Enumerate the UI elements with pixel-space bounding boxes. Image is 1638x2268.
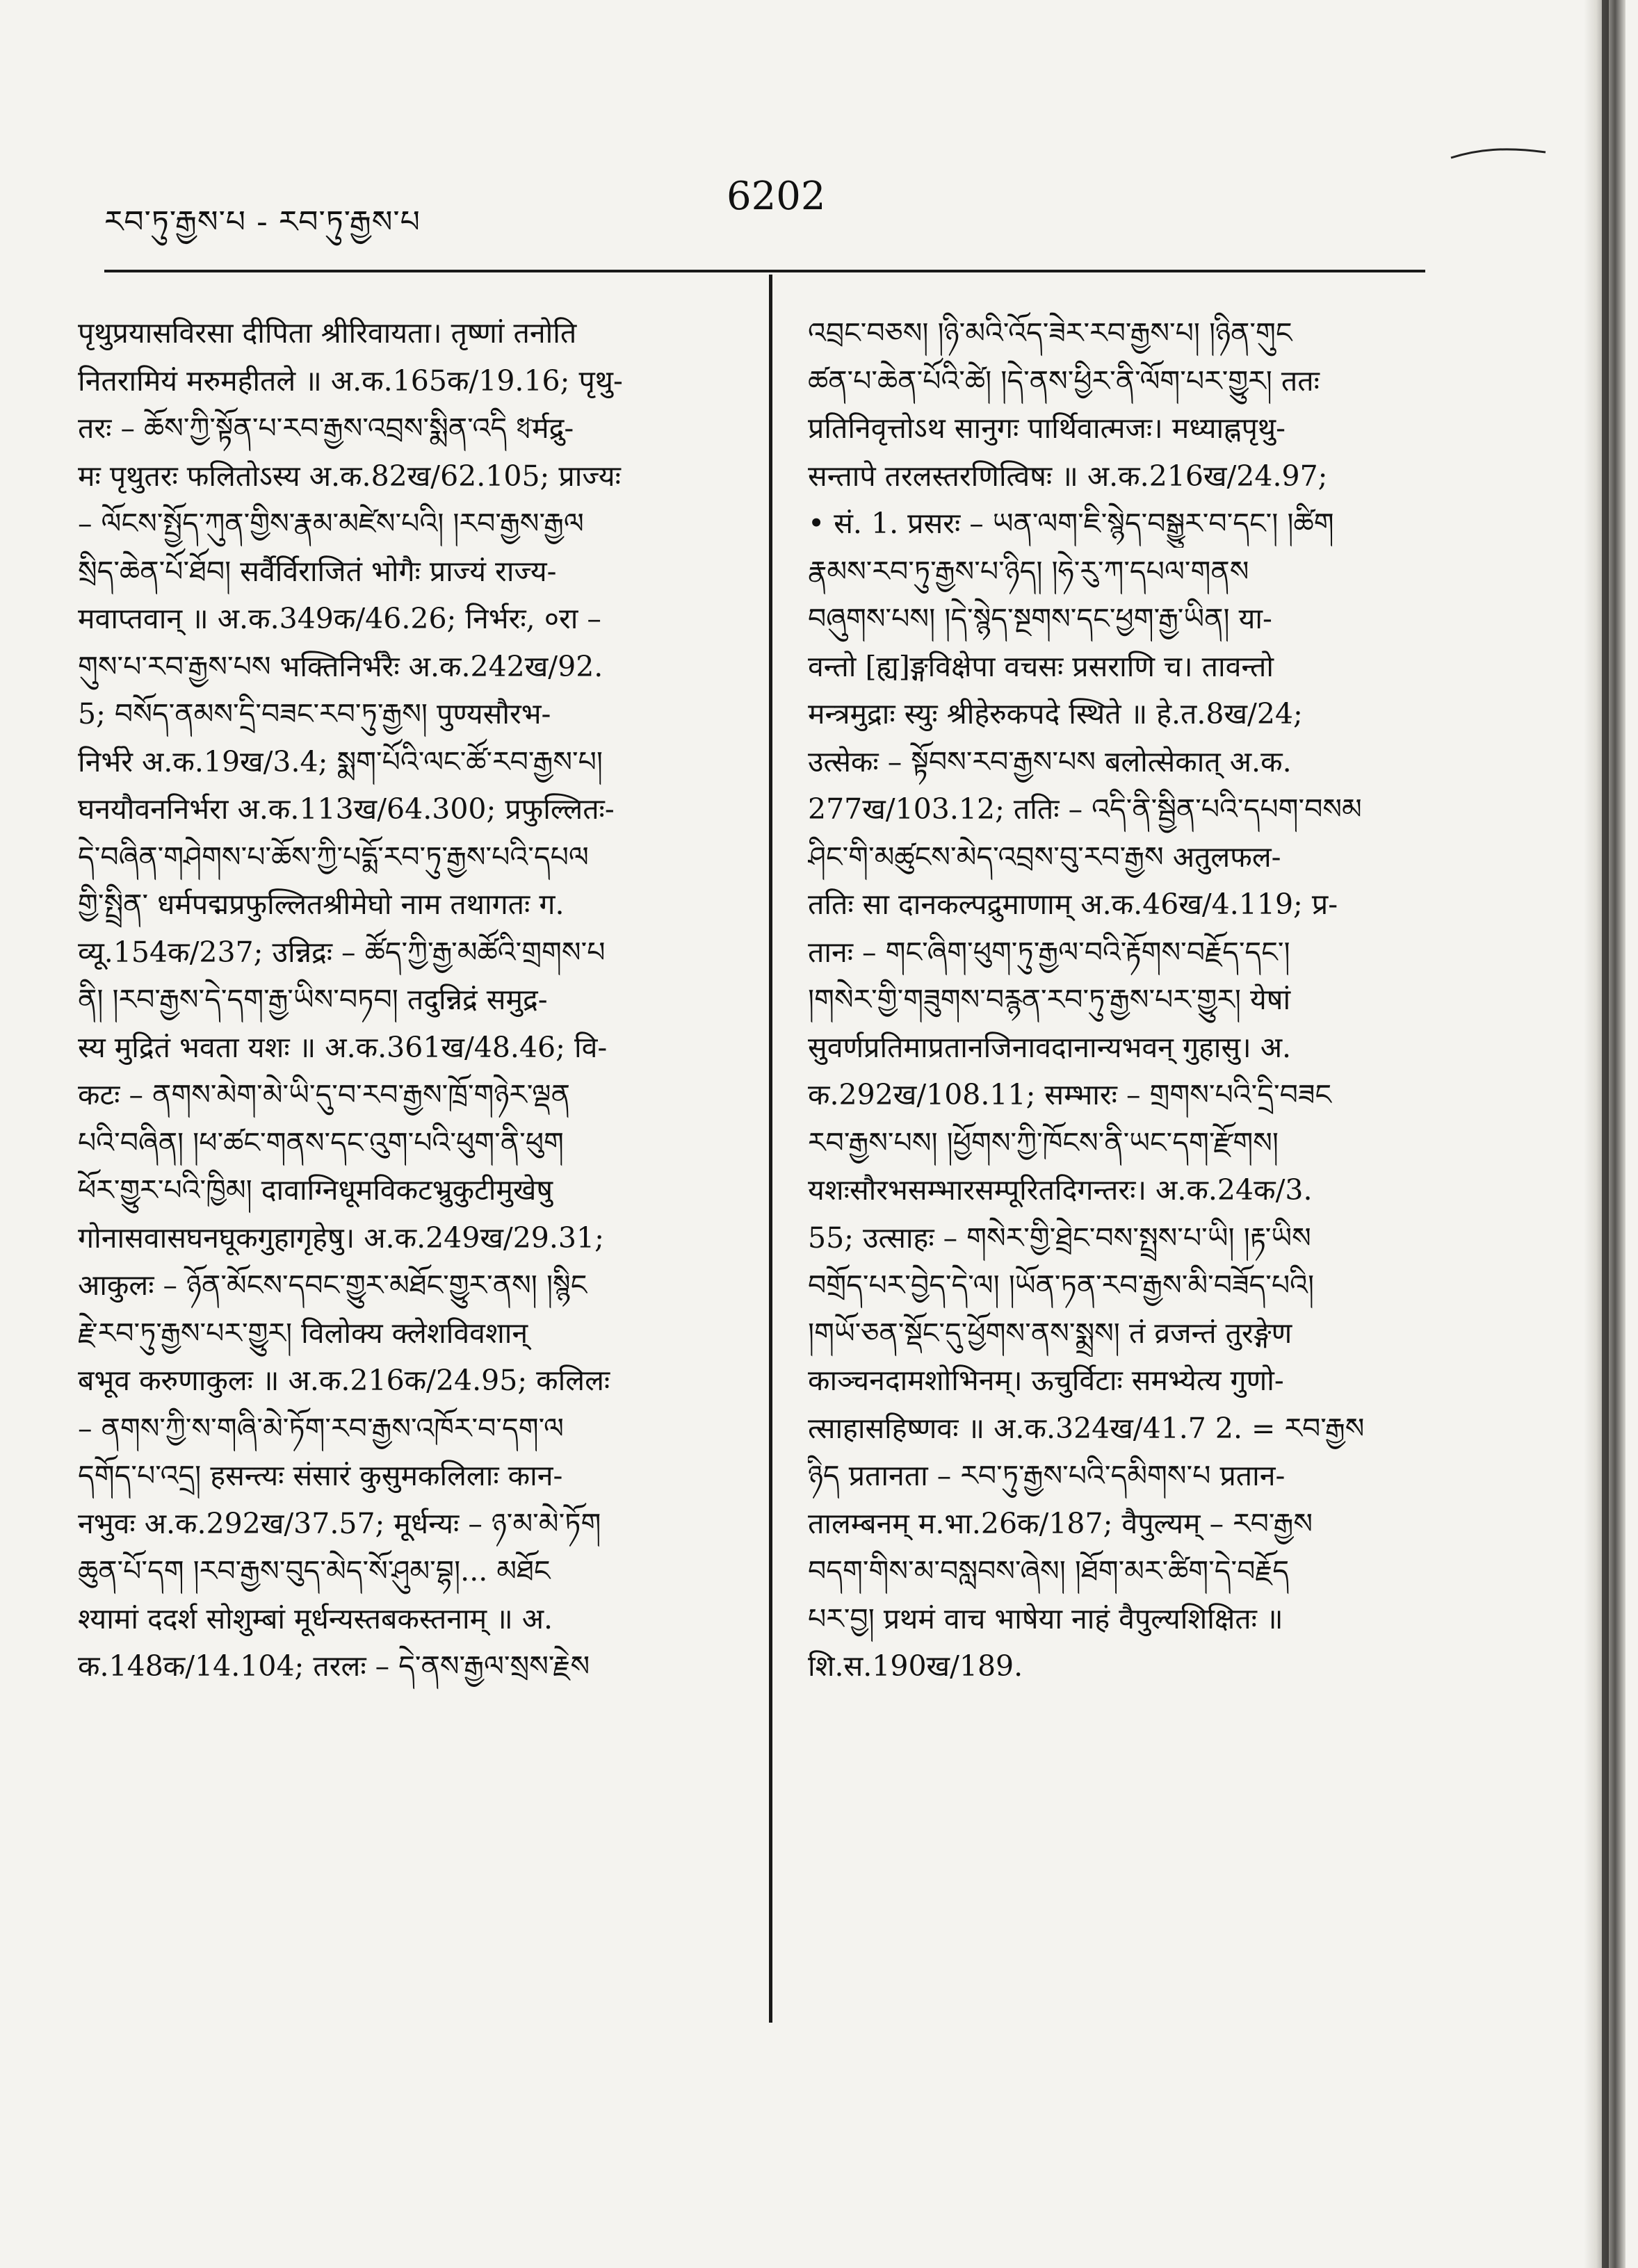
left-column-line: गोनासवासघनघूकगुहागृहेषु। अ.क.249ख/29.31; [78,1221,604,1255]
left-column-line: པའི་བཞིན། །ཕ་ཚང་གནས་དང་འུག་པའི་ཕུག་ནི་ཕུག [78,1125,564,1159]
header-rule [104,270,1425,272]
right-column-line: त्साहासहिष्णवः ॥ अ.क.324ख/41.7 2. = རབ་རྒྱས [808,1411,1365,1445]
left-column-line: बभूव करुणाकुलः ॥ अ.क.216क/24.95; कलिलः [78,1364,610,1397]
right-column-line: པར་བྱ། प्रथमं वाच भाषेया नाहं वैपुल्यशिक्षितः ॥ [808,1601,1283,1635]
left-column-line: ནི། །རབ་རྒྱས་དེ་དག་རྒྱ་ཡིས་བཏབ། तदुन्निद्रं समुद्र- [78,983,548,1016]
right-column-line: འབྲང་བཅས། །ཉི་མའི་འོད་ཟེར་རབ་རྒྱས་པ། །ཉིན་གུང [808,316,1292,350]
left-column-line: व्यू.154क/237; उन्निद्रः – ཚོད་ཀྱི་རྒྱ་མཚོའི་གྲགས་པ [78,935,606,969]
right-column-line: ཉིད प्रतानता – རབ་ཏུ་རྒྱས་པའི་དམིགས་པ प्रतान- [808,1459,1286,1492]
right-column-line: བགྲོད་པར་བྱེད་དེ་ལ། །ཡོན་ཏན་རབ་རྒྱས་མི་བཟོད་པའི། [808,1268,1315,1302]
page-header [104,174,1425,250]
right-column-line: 277ख/103.12; ततिः – འདི་ནི་སྦྱིན་པའི་དཔག་བསམ [808,792,1362,826]
left-column-line: आकुलः – ཉོན་མོངས་དབང་གྱུར་མཐོང་གྱུར་ནས། །སྙིང [78,1268,587,1302]
right-column-line: प्रतिनिवृत्तोऽथ सानुगः पार्थिवात्मजः। मध्याह्नपृथु- [808,411,1286,445]
right-column-line: यशःसौरभसम्भारसम्पूरितदिगन्तरः। अ.क.24क/3. [808,1173,1313,1207]
left-column-line: स्य मुद्रितं भवता यशः ॥ अ.क.361ख/48.46; वि- [78,1030,608,1064]
left-column-line: – ལོངས་སྤྱོད་ཀུན་གྱིས་རྣམ་མཛེས་པའི། །རབ་རྒྱས་རྒྱལ [78,507,584,540]
right-column-line: བཞུགས་པས། །དེ་སྙེད་སྔགས་དང་ཕྱག་རྒྱ་ཡིན། या- [808,602,1272,635]
right-column-line: उत्सेकः – སྟོབས་རབ་རྒྱས་པས बलोत्सेकात् अ.क. [808,744,1292,778]
right-column-line: ཤིང་གི་མཚུངས་མེད་འབྲས་བུ་རབ་རྒྱས अतुलफल- [808,840,1281,874]
right-column-line: ततिः सा दानकल्पद्रुमाणाम् अ.क.46ख/4.119; प्र- [808,888,1338,921]
right-column [808,309,1468,1690]
left-column-line: ཕོར་གྱུར་པའི་ཁྱིམ། दावाग्निधूमविकटभ्रुकुटीमुखेषु [78,1173,553,1207]
left-column-line: श्यामां ददर्श सोशुम्बां मूर्धन्यस्तबकस्तनाम् ॥ अ. [78,1601,553,1635]
right-column-line: • सं. 1. प्रसरः – ཡན་ལག་ཇི་སྙེད་བསྒྱུར་བ་དང་། །ཚིག [808,507,1334,540]
right-column-line: सन्तापे तरलस्तरणित्विषः ॥ अ.क.216ख/24.97; [808,459,1328,493]
right-column-line: བདག་གིས་མ་བསླབས་ཞེས། །ཐོག་མར་ཚིག་དེ་བརྗོད [808,1554,1290,1588]
right-column-line: शि.स.190ख/189. [808,1649,1023,1683]
right-column-line: क.292ख/108.11; सम्भारः – གྲགས་པའི་དྲི་བཟང [808,1078,1332,1111]
left-column-line: तरः – ཆོས་ཀྱི་སྟོན་པ་རབ་རྒྱས་འབྲས་སྨིན་འདི ধर्मद्रु- [78,411,574,445]
left-column-line: कटः – ནགས་མེག་མེ་ཡི་དུ་བ་རབ་རྒྱས་ཁྲོ་གཉེར་ལྡན [78,1078,570,1111]
left-column-line: निर्भरे अ.क.19ख/3.4; སྨག་པོའི་ལང་ཚོ་རབ་རྒྱས་པ། [78,744,603,778]
book-spine-shadow [1602,0,1609,2268]
left-column-line: རྗེ་རབ་ཏུ་རྒྱས་པར་གྱུར། विलोक्य क्लेशविवशान् [78,1316,528,1350]
left-column-line: मवाप्तवान् ॥ अ.क.349क/46.26; निर्भरः, ०रा – [78,602,601,635]
left-column-line: གུས་པ་རབ་རྒྱས་པས भक्तिनिर्भरैः अ.क.242ख/92. [78,649,603,683]
left-column-line: नितरामियं मरुमहीतले ॥ अ.क.165क/19.16; पृथु- [78,364,623,398]
left-column-line: དེ་བཞིན་གཤེགས་པ་ཆོས་ཀྱི་པདྨོ་རབ་ཏུ་རྒྱས་པའི་དཔལ [78,840,589,874]
left-column-line: पृथुप्रयासविरसा दीपिता श्रीरिवायता। तृष्णां तनोति [78,316,577,350]
right-column-line: །གསེར་གྱི་གཟུགས་བརྙན་རབ་ཏུ་རྒྱས་པར་གྱུར། येषां [808,983,1291,1016]
left-column-line: नभुवः अ.क.292ख/37.57; मूर्धन्यः – ཉ་མ་མེ་ཏོག [78,1506,601,1540]
left-column-line: དགོད་པ་འདྲ། हसन्त्यः संसारं कुसुमकलिलाः कान- [78,1459,563,1492]
left-column-line: གྱི་སྤྲིན་ धर्मपद्मप्रफुल्लितश्रीमेघो नाम तथागतः ग. [78,888,565,921]
margin-pen-stroke [1450,142,1547,163]
right-column-line: རྣམས་རབ་ཏུ་རྒྱས་པ་ཉིད། །ཧེ་རུ་ཀ་དཔལ་གནས [808,554,1249,588]
right-column-line: तालम्बनम् म.भा.26क/187; वैपुल्यम् – རབ་རྒྱས [808,1506,1313,1540]
right-column-line: काञ्चनदामशोभिनम्। ऊचुर्विटाः समभ्येत्य गुणो- [808,1364,1284,1397]
left-column-line: སྲིད་ཆེན་པོ་ཐོབ། सर्वैर्विराजितं भोगैः प्राज्यं राज्य- [78,554,557,588]
right-column-line: मन्त्रमुद्राः स्युः श्रीहेरुकपदे स्थिते ॥ हे.त.8ख/24; [808,697,1303,731]
right-column-line: वन्तो [ह्य]ङ्गविक्षेपा वचसः प्रसराणि च। तावन्तो [808,649,1274,683]
left-column [78,309,745,1690]
right-column-line: །གཡོ་ཅན་སྡོང་དུ་ཕྱོགས་ནས་སྨྲས། तं व्रजन्तं तुरङ्गेण [808,1316,1292,1350]
right-column-line: ཚན་པ་ཆེན་པོའི་ཚེ། །དེ་ནས་ཕྱིར་ནི་ལོག་པར་གྱུར། ततः [808,364,1320,398]
right-column-line: རབ་རྒྱས་པས། །ཕྱོགས་ཀྱི་ཁོངས་ནི་ཡང་དག་རྫོགས། [808,1125,1279,1159]
left-column-line: 5; བསོད་ནམས་དྲི་བཟང་རབ་ཏུ་རྒྱས། पुण्यसौरभ- [78,697,551,731]
right-column-line: तानः – གང་ཞིག་ཕུག་ཏུ་རྒྱལ་བའི་རྟོགས་བརྗོད་དང་། [808,935,1290,969]
left-column-line: ཆུན་པོ་དག །རབ་རྒྱས་བུད་མེད་སོ་ཤུམ་བྷ།... མཐོང [78,1554,551,1588]
left-column-line: क.148क/14.104; तरलः – དེ་ནས་རྒྱལ་སྲས་རྗེས [78,1649,590,1683]
page-number: 6202 [727,174,826,219]
running-head: རབ་ཏུ་རྒྱས་པ - རབ་ཏུ་རྒྱས་པ [104,204,421,240]
right-column-line: सुवर्णप्रतिमाप्रतानजिनावदानान्यभवन् गुहासु। अ. [808,1030,1292,1064]
left-column-line: घनयौवननिर्भरा अ.क.113ख/64.300; प्रफुल्लितः- [78,792,615,826]
column-divider [769,275,772,2023]
left-column-line: – ནགས་ཀྱི་ས་གཞི་མེ་ཏོག་རབ་རྒྱས་འཁོར་བ་དག་ལ [78,1411,564,1445]
left-column-line: मः पृथुतरः फलितोऽस्य अ.क.82ख/62.105; प्राज्यः [78,459,621,493]
right-column-line: 55; उत्साहः – གསེར་གྱི་ཐྲེང་བས་སྤྲས་པ་ཡི། །རྟ་ཡིས [808,1221,1311,1255]
